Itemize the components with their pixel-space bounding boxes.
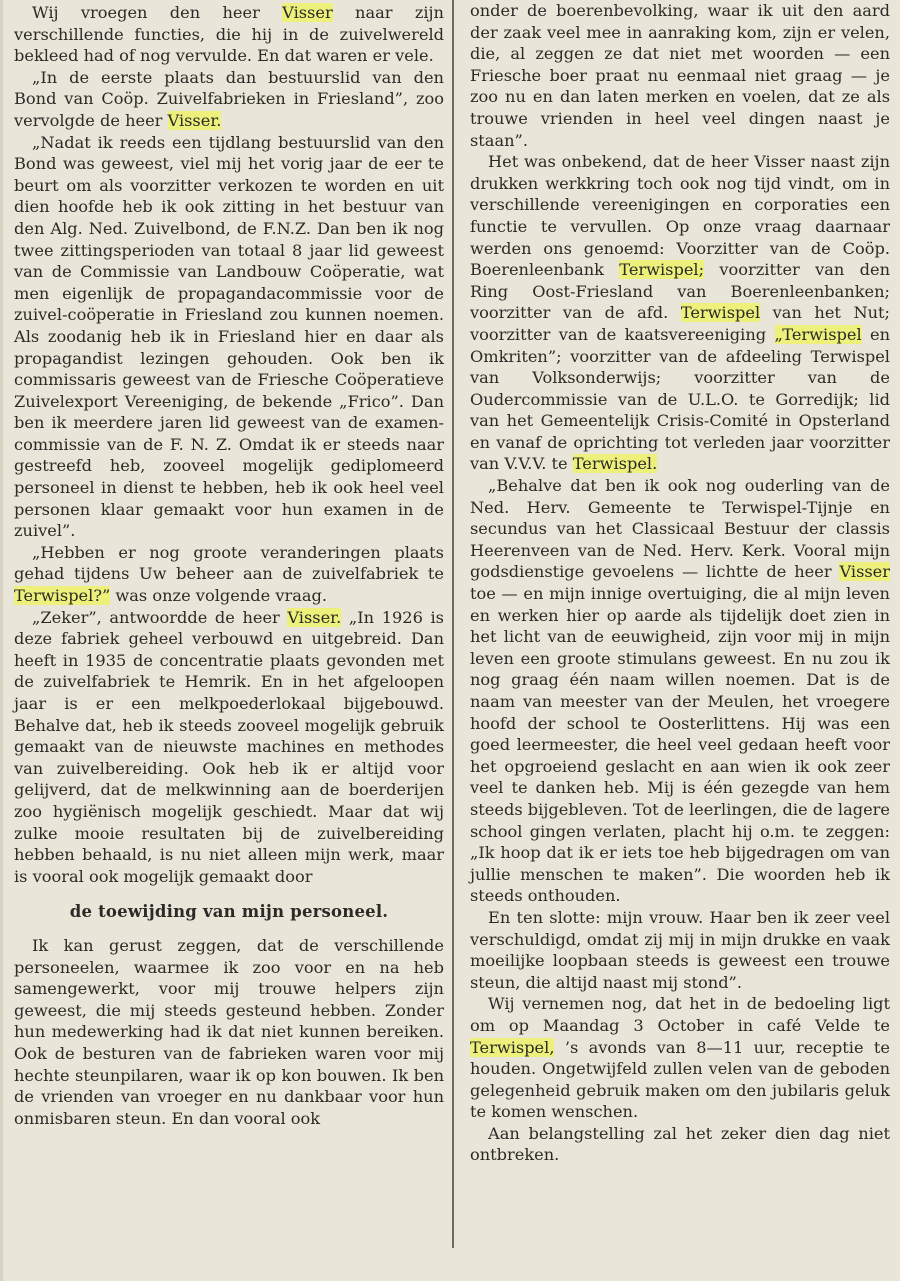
page-edge	[0, 0, 3, 1281]
search-highlight: Visser.	[287, 607, 342, 627]
search-highlight: Terwispel?”	[14, 586, 111, 606]
search-highlight: Visser	[282, 3, 333, 22]
paragraph: „Zeker”, antwoordde de heer Visser. „In 1926 is deze fabriek geheel verbouwd en uitgebreid. Dan heeft in 1935 de concentratie plaats gevonden met de zuivelfabriek te Hemrik. En in het afgeloopen jaar is er een melkpoederlokaal bijgebouwd. Behalve dat, heb ik steeds zooveel mogelijk gebruik gemaakt van de nieuwste machines en methodes van zuivelbereiding. Ook heb ik er altijd voor gelijverd, dat de melkwinning aan de boerderijen zoo hygiënisch mogelijk geschiedt. Maar dat wij zulke mooie resultaten bij de zuivelbereiding hebben behaald, is nu niet alleen mijn werk, maar is vooral ook mogelijk gemaakt door	[14, 607, 444, 886]
search-highlight: Visser.	[167, 110, 222, 130]
paragraph: Aan belangstelling zal het zeker dien dag niet ontbreken.	[470, 1123, 890, 1165]
search-highlight: Terwispel,	[470, 1037, 555, 1057]
paragraph: Wij vernemen nog, dat het in de bedoeling ligt om op Maandag 3 October in café Velde te Terwispel, ’s avonds van 8—11 uur, receptie te houden. Ongetwijfeld zullen velen van de geboden gelegenheid gebruik maken om den jubilaris geluk te komen wenschen.	[470, 994, 890, 1122]
left-column	[14, 2, 444, 1129]
search-highlight: Terwispel;	[619, 260, 705, 280]
column-divider	[452, 0, 454, 1248]
search-highlight: Terwispel	[680, 303, 761, 323]
search-highlight: Visser	[839, 562, 890, 582]
search-highlight: Terwispel.	[572, 454, 658, 474]
right-column	[470, 0, 890, 1166]
paragraph: „Hebben er nog groote veranderingen plaats gehad tijdens Uw beheer aan de zuivelfabriek te Terwispel?” was onze volgende vraag.	[14, 542, 444, 606]
paragraph: onder de boerenbevolking, waar ik uit den aard der zaak veel mee in aanraking kom, zijn er velen, die, al zeggen ze dat niet met woorden — een Friesche boer praat nu eenmaal niet graag — je zoo nu en dan laten merken en voelen, dat ze als trouwe vrienden in heel veel dingen naast je staan”.	[470, 1, 890, 150]
paragraph: „Nadat ik reeds een tijdlang bestuurslid van den Bond was geweest, viel mij het vorig jaar de eer te beurt om als voorzitter verkozen te worden en uit dien hoofde heb ik ook zitting in het bestuur van den Alg. Ned. Zuivelbond, de F.N.Z. Dan ben ik nog twee zittingsperioden van totaal 8 jaar lid geweest van de Commissie van Landbouw Coöperatie, wat men eigenlijk de propagandacommissie voor de zuivel-coöperatie in Friesland zou kunnen noemen. Als zoodanig heb ik in Friesland hier en daar als propagandist lezingen gehouden. Ook ben ik commissaris geweest van de Friesche Coöperatieve Zuivelexport Vereeniging, de bekende „Frico”. Dan ben ik meerdere jaren lid geweest van de examen-commissie van de F. N. Z. Omdat ik er steeds naar gestreefd heb, zooveel mogelijk gediplomeerd personeel in dienst te hebben, heb ik ook heel veel personen klaar gemaakt voor hun examen in de zuivel”.	[14, 132, 444, 541]
paragraph: „In de eerste plaats dan bestuurslid van den Bond van Coöp. Zuivelfabrieken in Friesland”, zoo vervolgde de heer Visser.	[14, 67, 444, 130]
section-subheading: de toewijding van mijn personeel.	[69, 902, 389, 922]
paragraph: En ten slotte: mijn vrouw. Haar ben ik zeer veel verschuldigd, omdat zij mij in mijn drukke en vaak moeilijke loopbaan steeds is geweest een trouwe steun, die altijd naast mij stond”.	[470, 907, 890, 992]
search-highlight: „Terwispel	[774, 324, 862, 344]
paragraph: Het was onbekend, dat de heer Visser naast zijn drukken werkkring toch ook nog tijd vindt, om in verschillende vereenigingen en corporaties een functie te vervullen. Op onze vraag daarnaar werden ons genoemd: Voorzitter van de Coöp. Boerenleenbank Terwispel; voorzitter van den Ring Oost-Friesland van Boerenleenbanken; voorzitter van de afd. Terwispel van het Nut; voorzitter van de kaatsvereeniging „Terwispel en Omkriten”; voorzitter van de afdeeling Terwispel van Volksonderwijs; voorzitter van de Oudercommissie van de U.L.O. te Gorredijk; lid van het Gemeentelijk Crisis-Comité in Opsterland en vanaf de oprichting tot verleden jaar voorzitter van V.V.V. te Terwispel.	[470, 152, 891, 474]
paragraph: „Behalve dat ben ik ook nog ouderling van de Ned. Herv. Gemeente te Terwispel-Tijnje en secundus van het Classicaal Bestuur der classis Heerenveen van de Ned. Herv. Kerk. Vooral mijn godsdienstige gevoelens — lichtte de heer Visser toe — en mijn innige overtuiging, die al mijn leven en werken hier op aarde als tijdelijk doet zien in het licht van de eeuwigheid, zijn voor mij in mijn leven een groote stimulans geweest. En nu zou ik nog graag één naam willen noemen. Dat is de naam van meester van der Meulen, het vroegere hoofd der school te Oosterlittens. Hij was een goed leermeester, die heel veel gedaan heeft voor het opgroeiend geslacht en aan wien ik ook zeer veel te danken heb. Mij is één gezegde van hem steeds bijgebleven. Tot de leerlingen, die de lagere school gingen verlaten, placht hij o.m. te zeggen: „Ik hoop dat ik er iets toe heb bijgedragen om van jullie menschen te maken”. Die woorden heb ik steeds onthouden.	[470, 476, 890, 906]
paragraph: Wij vroegen den heer Visser naar zijn verschillende functies, die hij in de zuivelwereld bekleed had of nog vervulde. En dat waren er vele.	[14, 3, 444, 66]
paragraph: Ik kan gerust zeggen, dat de verschillende personeelen, waarmee ik zoo voor en na heb samengewerkt, voor mij trouwe helpers zijn geweest, die mij steeds gesteund hebben. Zonder hun medewerking had ik dat niet kunnen bereiken. Ook de besturen van de fabrieken waren voor mij hechte steunpilaren, waar ik op kon bouwen. Ik ben de vrienden van vroeger en nu dankbaar voor hun onmisbaren steun. En dan vooral ook	[14, 935, 444, 1128]
